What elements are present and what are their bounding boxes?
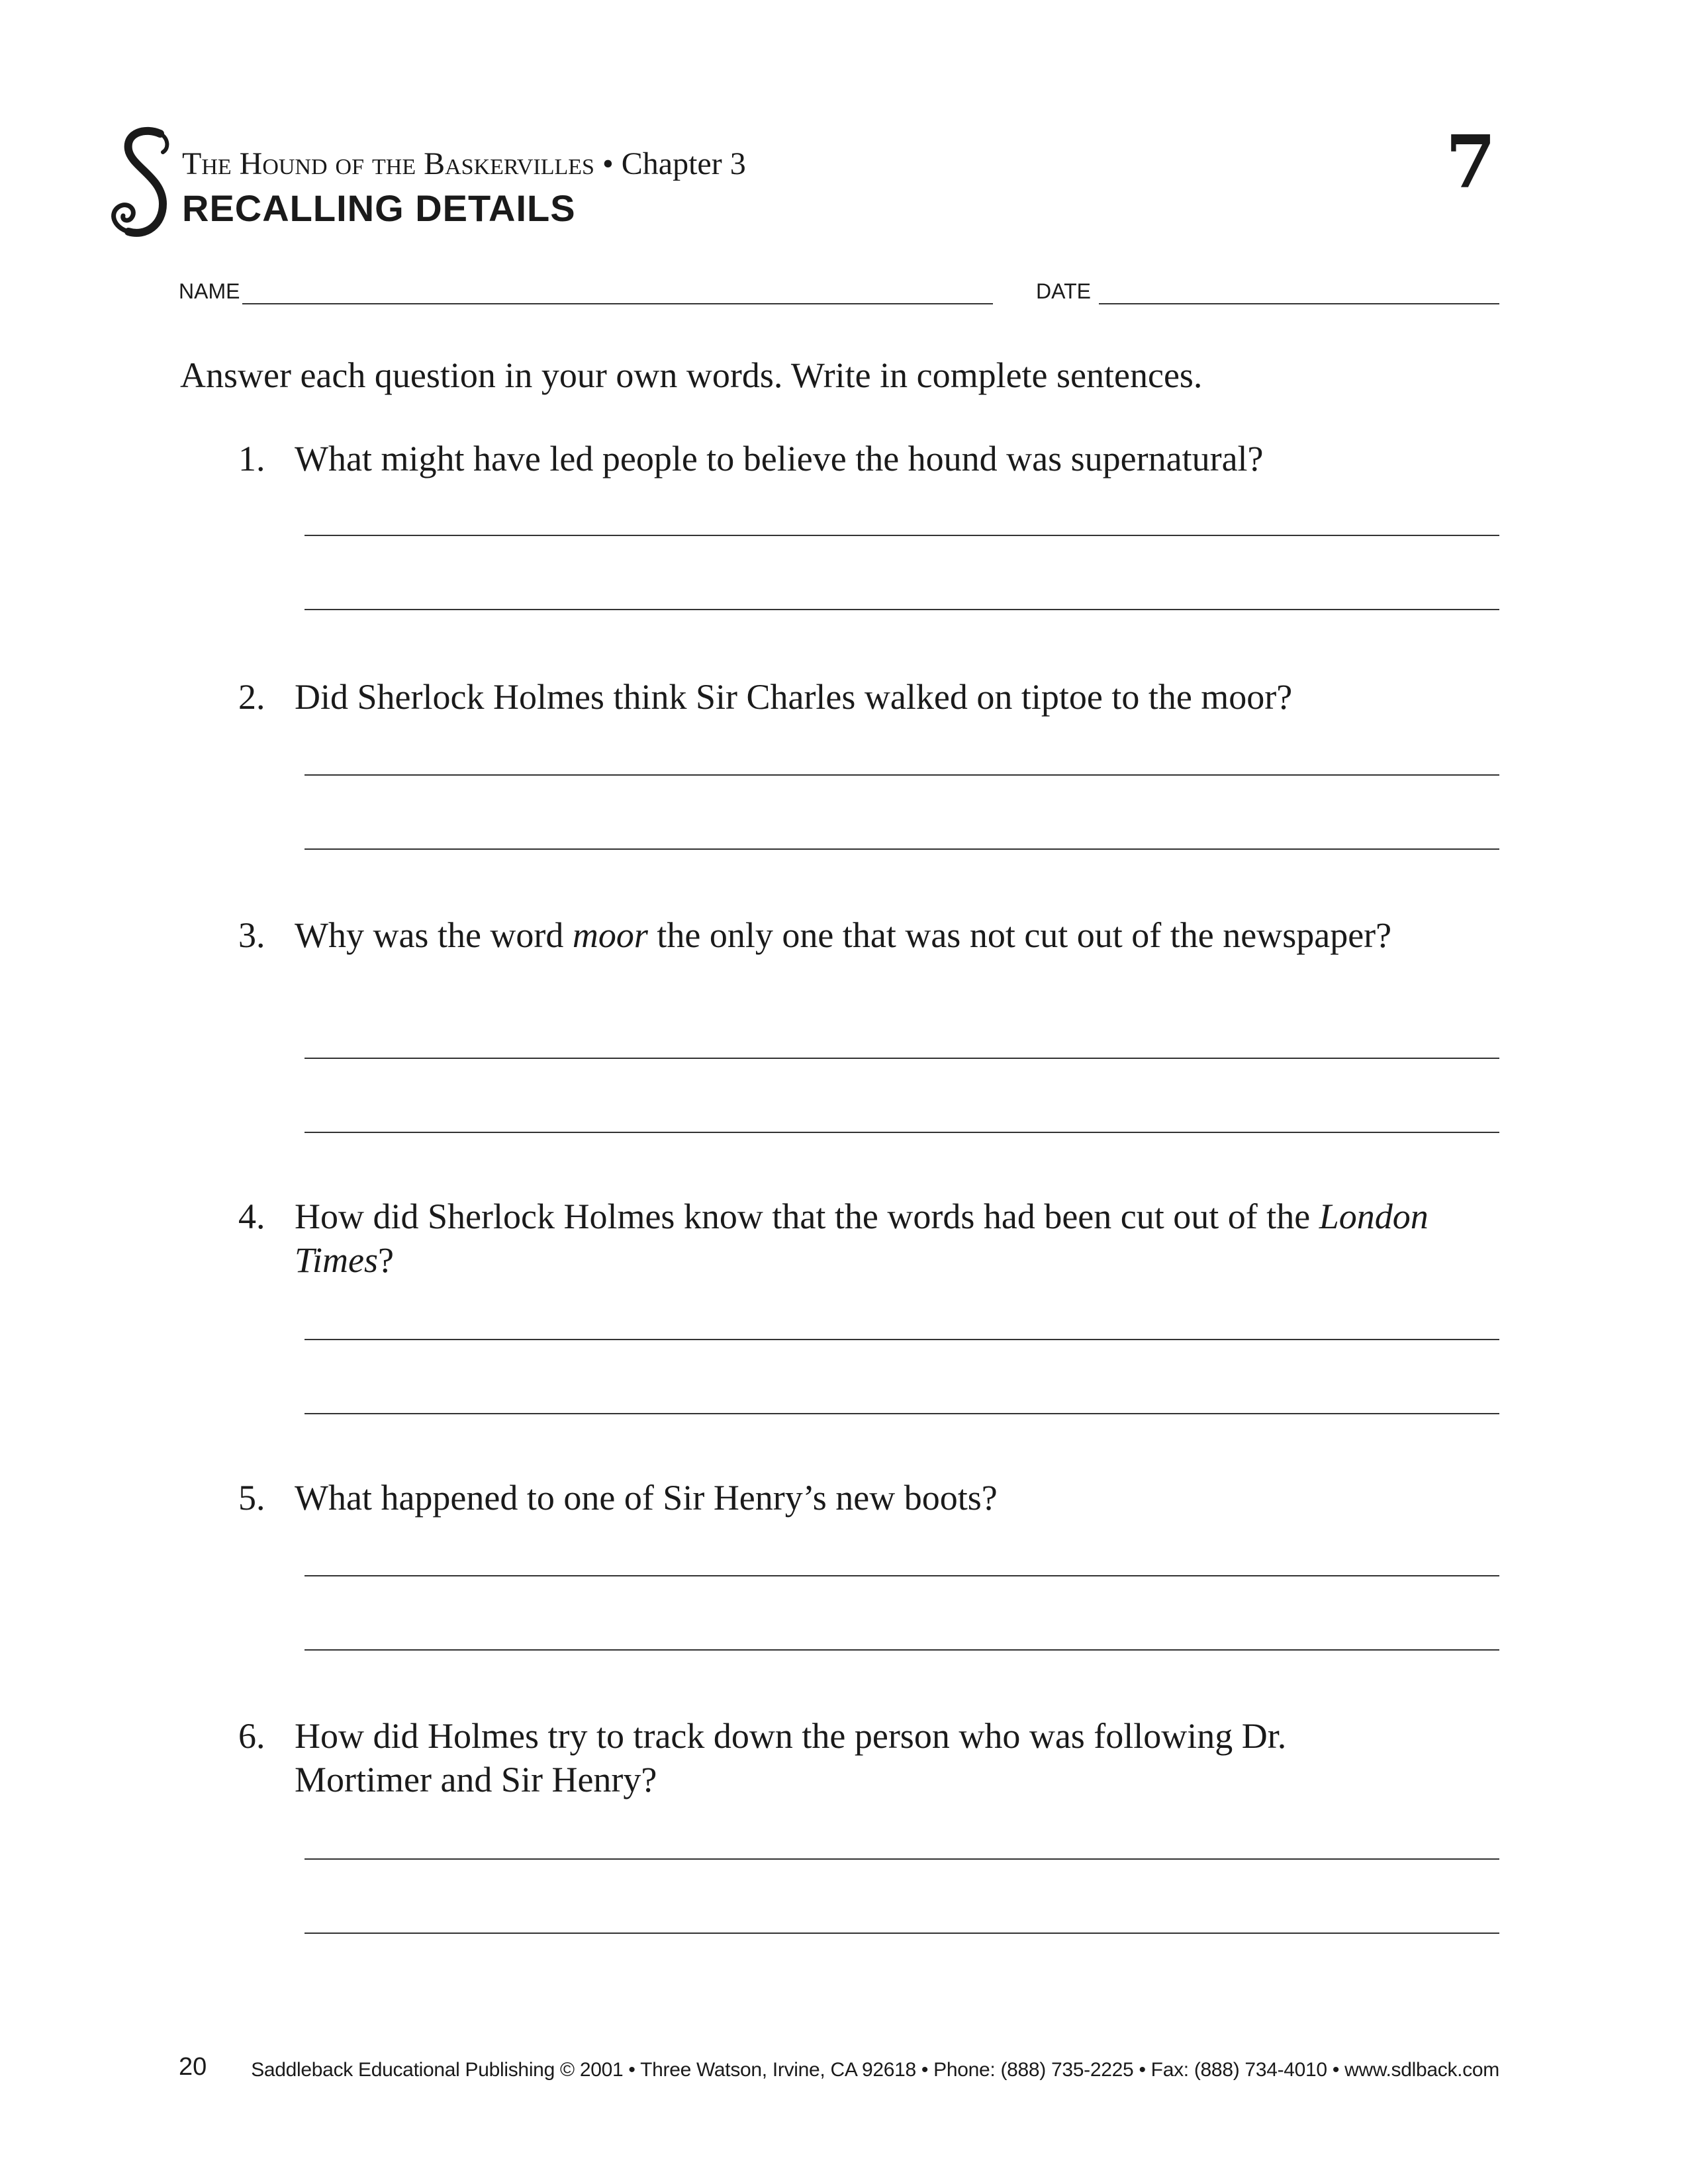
- question-number: 1.: [238, 439, 265, 478]
- book-title: The Hound of the Baskervilles • Chapter 3: [182, 146, 746, 181]
- answer-line[interactable]: [305, 848, 1499, 850]
- page-number: 20: [179, 2053, 207, 2081]
- worksheet-number: 7: [1445, 119, 1496, 205]
- question-number: 4.: [238, 1197, 265, 1236]
- publisher-info: Saddleback Educational Publishing © 2001 • Three Watson, Irvine, CA 92618 • Phone: (888) 735-2225 • Fax: (888) 734-4010 • www.sdlback.com: [251, 2059, 1499, 2081]
- date-field[interactable]: [1036, 271, 1499, 304]
- question-text: Did Sherlock Holmes think Sir Charles walked on tiptoe to the moor?: [295, 677, 1293, 717]
- question-number: 2.: [238, 677, 265, 717]
- answer-line[interactable]: [305, 1058, 1499, 1059]
- question-text: What might have led people to believe the hound was supernatural?: [295, 439, 1264, 478]
- chapter-label: • Chapter 3: [602, 146, 746, 181]
- answer-line[interactable]: [305, 1413, 1499, 1414]
- answer-line[interactable]: [305, 774, 1499, 776]
- answer-line[interactable]: [305, 1649, 1499, 1651]
- answer-line[interactable]: [305, 535, 1499, 536]
- name-label: NAME: [179, 279, 240, 303]
- answer-line[interactable]: [305, 1575, 1499, 1576]
- answer-line[interactable]: [305, 1339, 1499, 1340]
- saddleback-s-logo-icon: [99, 126, 185, 245]
- name-line[interactable]: [242, 277, 993, 304]
- question-text: Why was the word moor the only one that was not cut out of the newspaper?: [295, 915, 1392, 955]
- instructions: Answer each question in your own words. Write in complete sentences.: [180, 355, 1203, 395]
- date-line[interactable]: [1099, 277, 1499, 304]
- name-field[interactable]: [179, 271, 993, 304]
- question-number: 5.: [238, 1478, 265, 1518]
- question-text: What happened to one of Sir Henry’s new boots?: [295, 1478, 998, 1518]
- question-number: 6.: [238, 1716, 265, 1756]
- question-text: How did Sherlock Holmes know that the words had been cut out of the London Times?: [295, 1197, 1429, 1280]
- question-text: How did Holmes try to track down the person who was following Dr. Mortimer and Sir Henry?: [295, 1716, 1287, 1799]
- answer-line[interactable]: [305, 1933, 1499, 1934]
- answer-line[interactable]: [305, 609, 1499, 610]
- date-label: DATE: [1036, 279, 1091, 303]
- answer-line[interactable]: [305, 1858, 1499, 1860]
- question-number: 3.: [238, 915, 265, 955]
- section-title: RECALLING DETAILS: [182, 187, 576, 229]
- answer-line[interactable]: [305, 1132, 1499, 1133]
